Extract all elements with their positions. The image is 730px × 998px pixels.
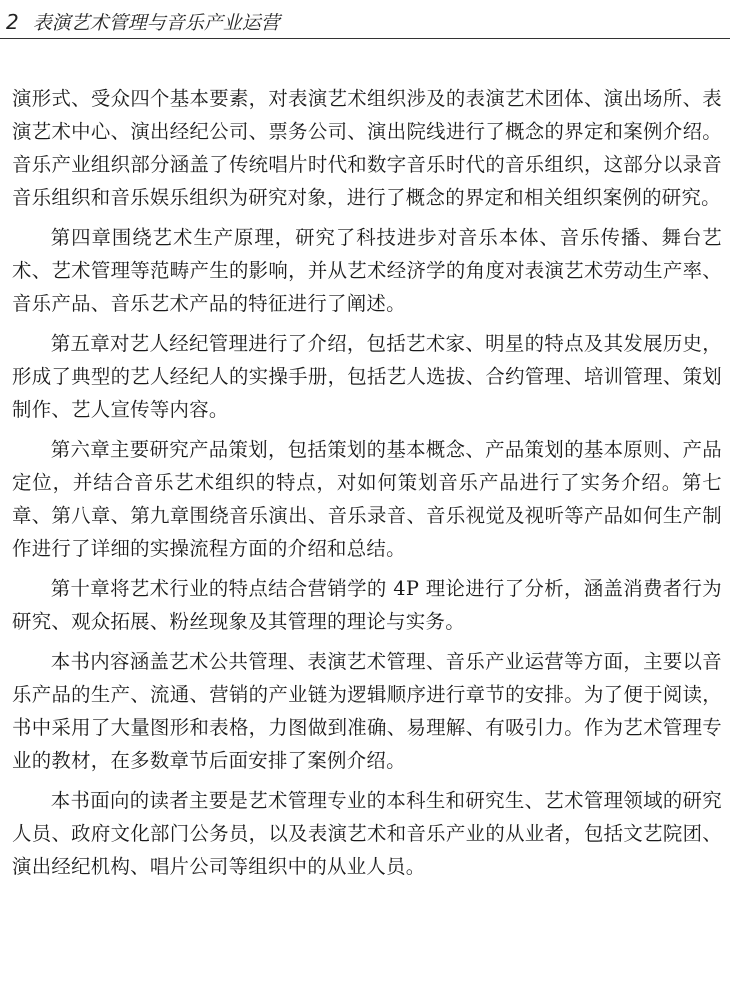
paragraph: 第十章将艺术行业的特点结合营销学的 4P 理论进行了分析，涵盖消费者行为研究、观众拓展、粉丝现象及其管理的理论与实务。 [12, 577, 722, 633]
paragraph: 第六章主要研究产品策划，包括策划的基本概念、产品策划的基本原则、产品定位，并结合音乐艺术组织的特点，对如何策划音乐产品进行了实务介绍。第七章、第八章、第九章围绕音乐演出、音乐录音、音乐视觉及视听等产品如何生产制作进行了详细的实操流程方面的介绍和总结。 [12, 438, 722, 560]
page-number: 2 [6, 10, 19, 34]
body-text [12, 82, 722, 890]
paragraph: 本书面向的读者主要是艺术管理专业的本科生和研究生、艺术管理领域的研究人员、政府文化部门公务员，以及表演艺术和音乐产业的从业者，包括文艺院团、演出经纪机构、唱片公司等组织中的从业人员。 [12, 789, 722, 878]
paragraph: 第五章对艺人经纪管理进行了介绍，包括艺术家、明星的特点及其发展历史，形成了典型的艺人经纪人的实操手册，包括艺人选拔、合约管理、培训管理、策划制作、艺人宣传等内容。 [12, 332, 722, 421]
running-title: 表演艺术管理与音乐产业运营 [32, 12, 280, 34]
header-rule [0, 38, 730, 39]
running-header [6, 8, 280, 32]
paragraph: 本书内容涵盖艺术公共管理、表演艺术管理、音乐产业运营等方面，主要以音乐产品的生产、流通、营销的产业链为逻辑顺序进行章节的安排。为了便于阅读，书中采用了大量图形和表格，力图做到准确、易理解、有吸引力。作为艺术管理专业的教材，在多数章节后面安排了案例介绍。 [12, 650, 722, 772]
paragraph: 第四章围绕艺术生产原理，研究了科技进步对音乐本体、音乐传播、舞台艺术、艺术管理等范畴产生的影响，并从艺术经济学的角度对表演艺术劳动生产率、音乐产品、音乐艺术产品的特征进行了阐述。 [12, 226, 722, 315]
paragraph: 演形式、受众四个基本要素，对表演艺术组织涉及的表演艺术团体、演出场所、表演艺术中心、演出经纪公司、票务公司、演出院线进行了概念的界定和案例介绍。音乐产业组织部分涵盖了传统唱片时代和数字音乐时代的音乐组织，这部分以录音音乐组织和音乐娱乐组织为研究对象，进行了概念的界定和相关组织案例的研究。 [12, 87, 722, 209]
